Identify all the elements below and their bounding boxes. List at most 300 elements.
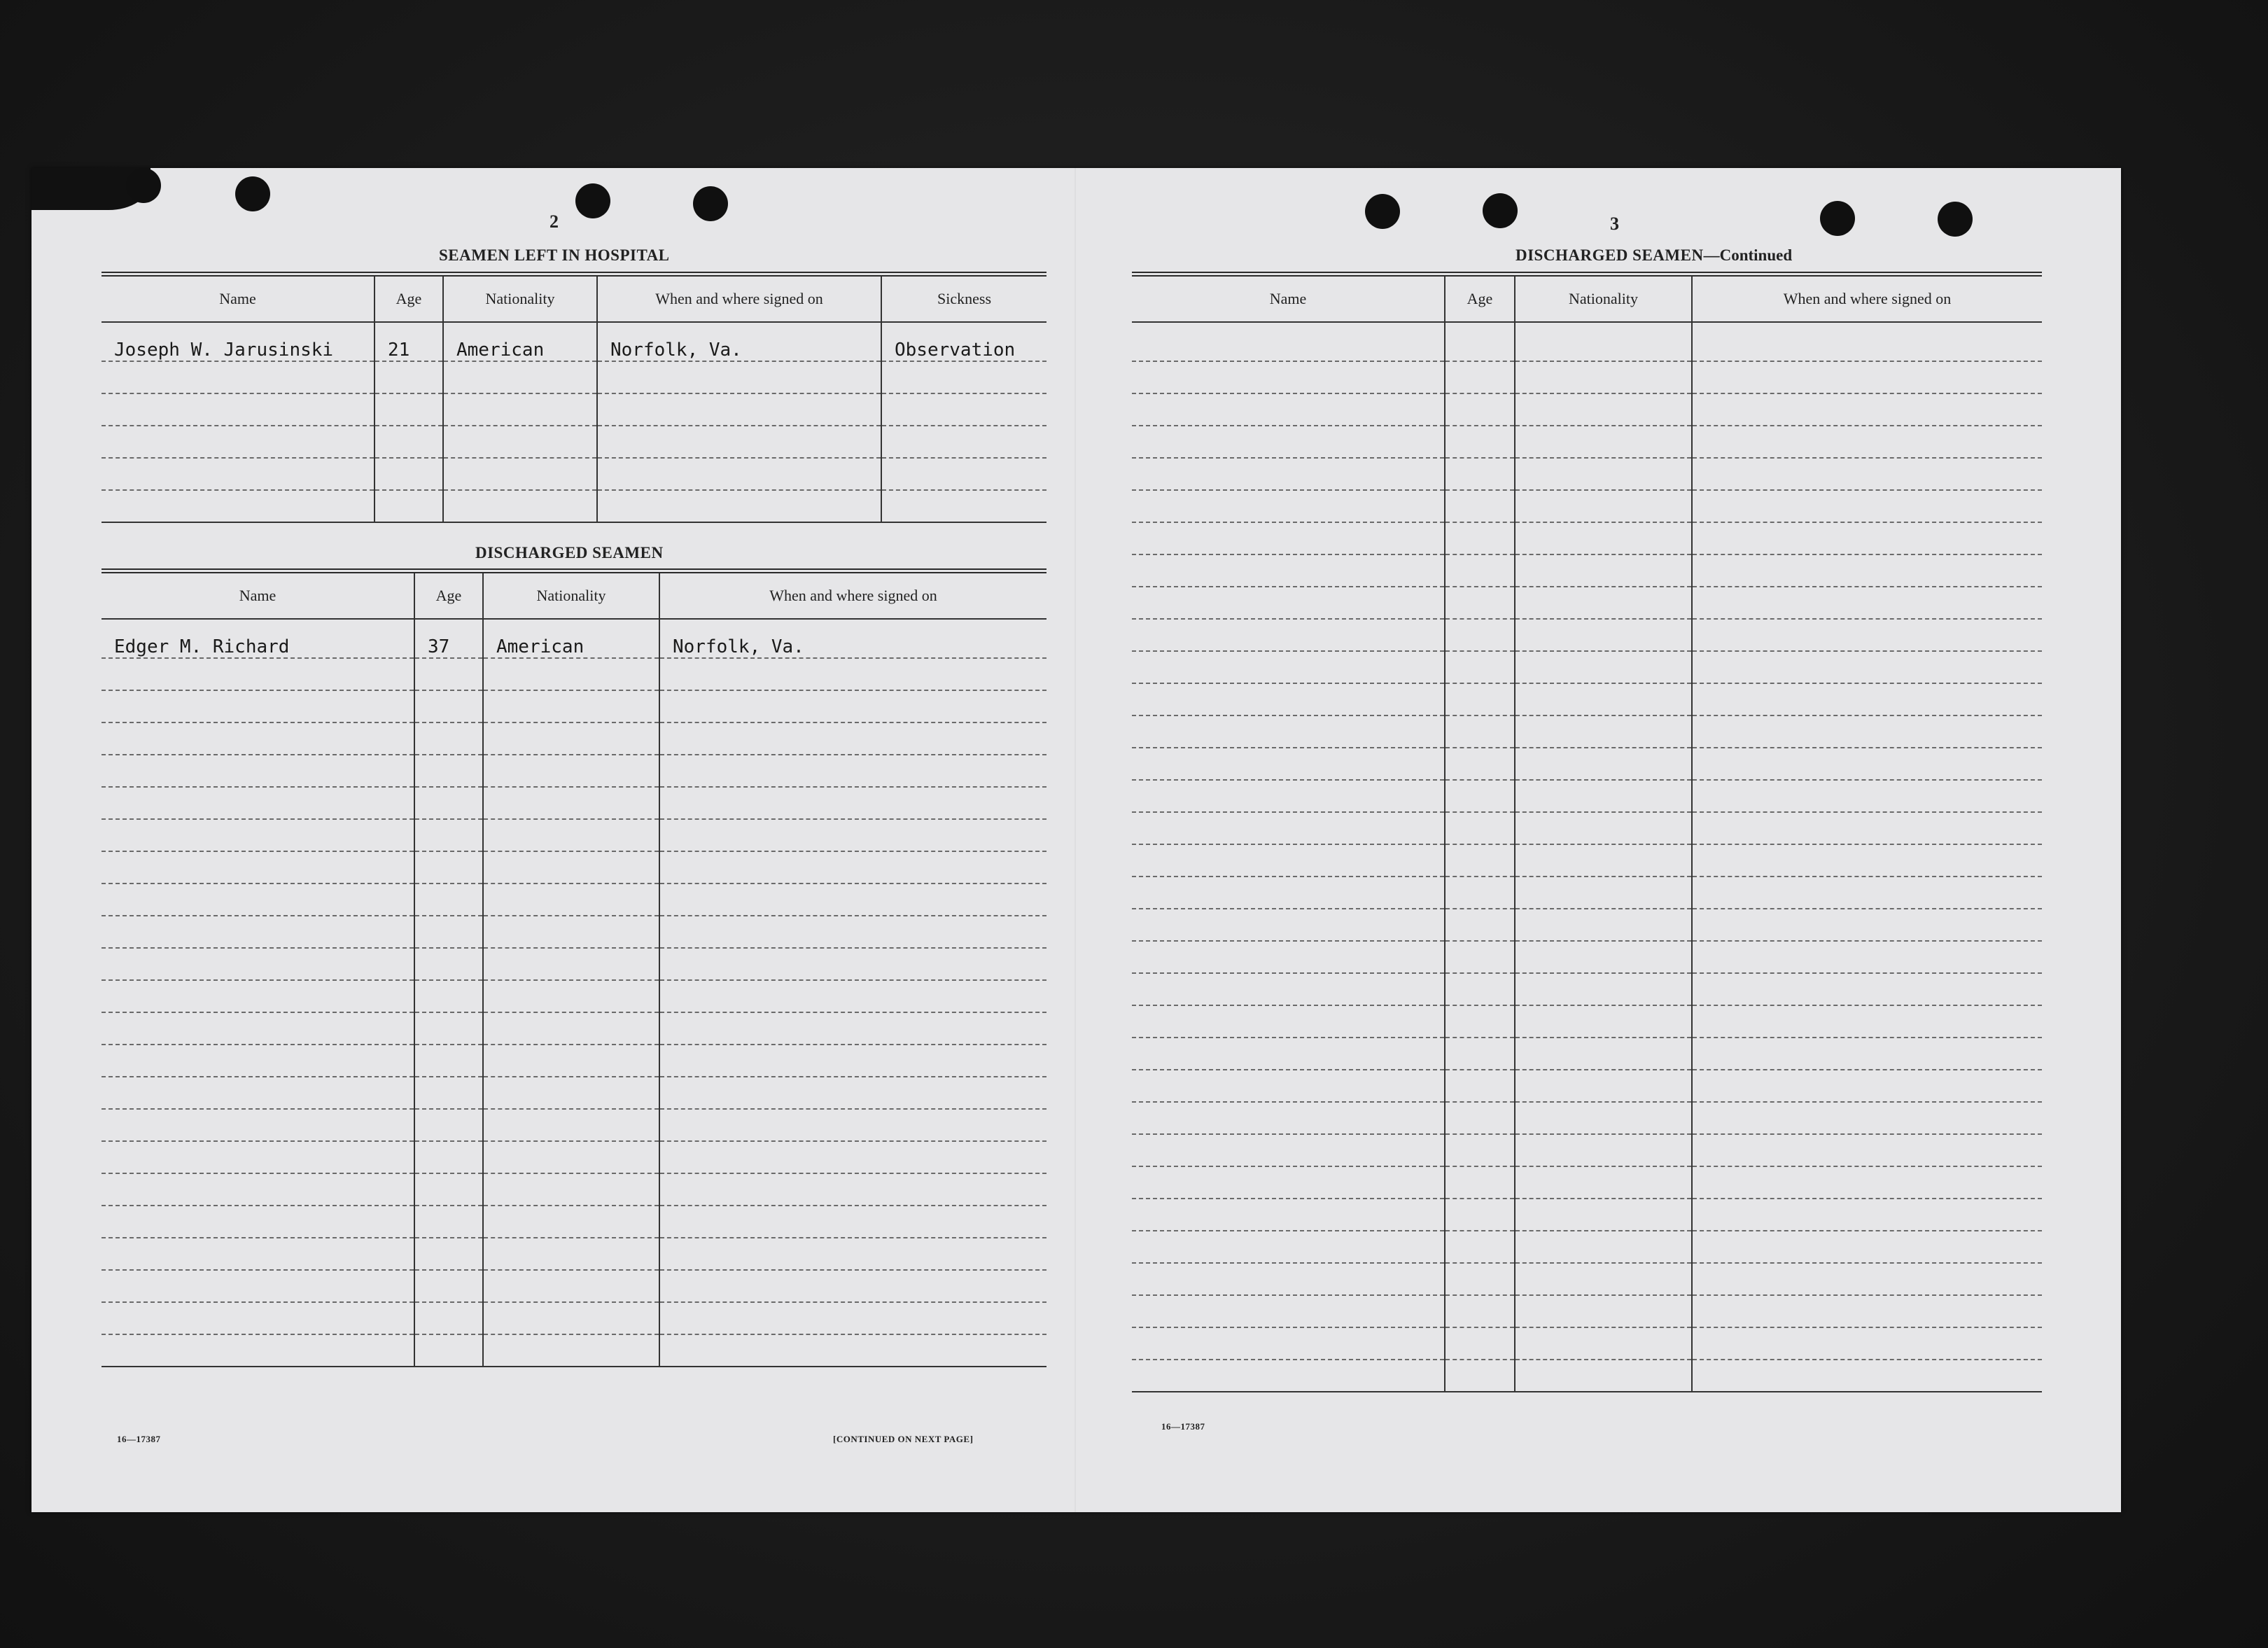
table-cell xyxy=(1515,554,1692,587)
table-row xyxy=(102,916,1046,948)
table-cell xyxy=(102,1045,414,1077)
table-cell xyxy=(443,426,597,458)
table-cell xyxy=(1132,909,1445,941)
table-cell xyxy=(1132,780,1445,812)
table-row xyxy=(1132,909,2042,941)
table-cell xyxy=(414,755,483,787)
table-cell xyxy=(1692,651,2042,683)
table-cell xyxy=(1515,1038,1692,1070)
table-cell xyxy=(1132,1005,1445,1038)
table-row xyxy=(102,393,1046,426)
table-cell xyxy=(483,1141,659,1173)
table-cell xyxy=(881,490,1046,522)
table-cell xyxy=(443,361,597,393)
table-cell xyxy=(659,1270,1046,1302)
section-title-discharged-continued xyxy=(1516,246,1792,265)
table-cell xyxy=(1132,651,1445,683)
table-cell xyxy=(597,490,881,522)
table-row xyxy=(102,1012,1046,1045)
table-cell xyxy=(1692,619,2042,651)
table-cell xyxy=(881,458,1046,490)
table-cell xyxy=(1515,877,1692,909)
table-cell xyxy=(1515,458,1692,490)
table-row xyxy=(102,1270,1046,1302)
table-row xyxy=(1132,1070,2042,1102)
table-cell xyxy=(1515,1005,1692,1038)
table-cell xyxy=(483,1302,659,1334)
table-cell xyxy=(1515,1166,1692,1199)
table-cell xyxy=(1445,1199,1515,1231)
table-row xyxy=(102,980,1046,1012)
form-number: 16—17387 xyxy=(117,1434,161,1444)
table-cell xyxy=(1132,1360,1445,1392)
table-cell xyxy=(1132,1166,1445,1199)
punch-hole xyxy=(235,176,270,211)
table-cell xyxy=(1692,1070,2042,1102)
table-cell xyxy=(597,426,881,458)
table-cell xyxy=(102,787,414,819)
table-cell xyxy=(1445,651,1515,683)
table-cell xyxy=(102,658,414,690)
table-cell xyxy=(1515,490,1692,522)
table-cell xyxy=(1132,393,1445,426)
table-cell xyxy=(102,1077,414,1109)
table-cell xyxy=(483,658,659,690)
table-cell xyxy=(597,458,881,490)
table-row xyxy=(1132,844,2042,877)
table-cell xyxy=(1132,844,1445,877)
table-row xyxy=(1132,715,2042,748)
table-cell xyxy=(1692,361,2042,393)
section-title-hospital: SEAMEN LEFT IN HOSPITAL xyxy=(439,246,670,264)
table-row xyxy=(1132,322,2042,361)
table-row xyxy=(102,1173,1046,1206)
table-cell xyxy=(1445,587,1515,619)
table-cell xyxy=(414,916,483,948)
punch-hole xyxy=(1365,194,1400,229)
table-cell xyxy=(1445,812,1515,844)
table-row xyxy=(1132,1005,2042,1038)
table-cell xyxy=(1132,1327,1445,1360)
table-cell xyxy=(102,722,414,755)
table-cell xyxy=(1692,1327,2042,1360)
table-cell xyxy=(102,393,374,426)
column-header: When and where signed on xyxy=(1692,274,2042,323)
table-cell xyxy=(1445,490,1515,522)
table-row xyxy=(1132,426,2042,458)
punch-hole xyxy=(126,168,161,203)
table-cell xyxy=(1132,877,1445,909)
table-cell: 37 xyxy=(414,619,483,658)
hospital-table xyxy=(102,272,1046,523)
table-cell xyxy=(102,948,414,980)
table-row xyxy=(1132,1360,2042,1392)
table-cell xyxy=(1132,1070,1445,1102)
table-cell xyxy=(374,458,443,490)
table-cell xyxy=(1692,490,2042,522)
table-cell xyxy=(102,819,414,851)
table-cell xyxy=(1132,1134,1445,1166)
table-cell xyxy=(1445,393,1515,426)
table-cell xyxy=(659,1238,1046,1270)
table-row xyxy=(1132,1231,2042,1263)
left-page xyxy=(31,168,1076,1512)
table-header-row xyxy=(102,274,1046,323)
table-cell xyxy=(1692,683,2042,715)
table-row xyxy=(102,490,1046,522)
table-cell: American xyxy=(483,619,659,658)
table-cell xyxy=(659,1077,1046,1109)
column-header: When and where signed on xyxy=(659,571,1046,620)
table-cell xyxy=(1132,683,1445,715)
table-cell xyxy=(659,658,1046,690)
table-cell xyxy=(1515,619,1692,651)
table-cell: American xyxy=(443,322,597,361)
table-cell xyxy=(1515,683,1692,715)
table-cell xyxy=(1445,748,1515,780)
table-cell: Edger M. Richard xyxy=(102,619,414,658)
section-title-discharged: DISCHARGED SEAMEN xyxy=(475,544,664,561)
table-row xyxy=(1132,1199,2042,1231)
table-cell xyxy=(1515,1295,1692,1327)
punch-hole xyxy=(1483,193,1518,228)
table-cell xyxy=(659,948,1046,980)
table-cell xyxy=(102,884,414,916)
table-cell xyxy=(1692,1199,2042,1231)
table-row xyxy=(102,1045,1046,1077)
table-cell xyxy=(483,1238,659,1270)
table-row xyxy=(1132,619,2042,651)
table-row xyxy=(102,426,1046,458)
table-cell: Observation xyxy=(881,322,1046,361)
table-row xyxy=(1132,554,2042,587)
table-cell xyxy=(443,458,597,490)
table-cell xyxy=(1692,1231,2042,1263)
table-cell xyxy=(414,1077,483,1109)
table-cell: Norfolk, Va. xyxy=(659,619,1046,658)
table-cell xyxy=(102,1302,414,1334)
table-cell xyxy=(1132,973,1445,1005)
table-cell xyxy=(483,1012,659,1045)
table-cell xyxy=(483,916,659,948)
table-cell xyxy=(102,490,374,522)
table-cell xyxy=(102,1270,414,1302)
table-row xyxy=(102,1206,1046,1238)
table-cell xyxy=(1515,587,1692,619)
column-header: Age xyxy=(1445,274,1515,323)
table-cell xyxy=(483,1270,659,1302)
table-cell xyxy=(1445,909,1515,941)
table-cell xyxy=(659,690,1046,722)
table-cell xyxy=(1132,361,1445,393)
table-cell xyxy=(1515,1231,1692,1263)
table-cell xyxy=(597,393,881,426)
table-cell xyxy=(659,1302,1046,1334)
punch-hole xyxy=(1820,201,1855,236)
table-cell xyxy=(1132,748,1445,780)
table-cell xyxy=(1515,909,1692,941)
table-cell xyxy=(1515,812,1692,844)
table-cell xyxy=(102,1109,414,1141)
table-cell xyxy=(414,1109,483,1141)
table-cell xyxy=(1692,941,2042,973)
table-row xyxy=(102,658,1046,690)
table-cell xyxy=(659,1173,1046,1206)
table-cell xyxy=(1692,322,2042,361)
continued-note: [CONTINUED ON NEXT PAGE] xyxy=(833,1434,974,1444)
form-number: 16—17387 xyxy=(1161,1421,1205,1432)
table-cell xyxy=(374,393,443,426)
table-cell xyxy=(1132,1038,1445,1070)
table-cell xyxy=(659,980,1046,1012)
table-row xyxy=(1132,1166,2042,1199)
table-cell xyxy=(659,884,1046,916)
table-cell xyxy=(414,1206,483,1238)
table-cell xyxy=(1515,426,1692,458)
punch-hole xyxy=(575,183,610,218)
table-row xyxy=(102,755,1046,787)
table-cell xyxy=(414,851,483,884)
table-cell xyxy=(1132,1263,1445,1295)
table-cell xyxy=(1132,812,1445,844)
table-cell xyxy=(414,948,483,980)
table-cell xyxy=(1692,554,2042,587)
table-cell xyxy=(1132,1199,1445,1231)
table-cell xyxy=(1445,1038,1515,1070)
table-cell xyxy=(1445,1360,1515,1392)
table-cell xyxy=(1692,780,2042,812)
table-cell xyxy=(1515,1360,1692,1392)
column-header: Nationality xyxy=(1515,274,1692,323)
table-cell xyxy=(414,1173,483,1206)
table-row xyxy=(1132,522,2042,554)
table-cell xyxy=(597,361,881,393)
table-header-row xyxy=(102,571,1046,620)
table-cell xyxy=(102,361,374,393)
table-row xyxy=(102,361,1046,393)
table-cell xyxy=(414,658,483,690)
table-cell xyxy=(1515,844,1692,877)
table-cell xyxy=(659,755,1046,787)
discharged-continued-table xyxy=(1132,272,2042,1392)
column-header: Name xyxy=(1132,274,1445,323)
table-row xyxy=(1132,393,2042,426)
table-cell xyxy=(1692,1102,2042,1134)
table-cell xyxy=(414,722,483,755)
table-cell xyxy=(374,490,443,522)
table-cell xyxy=(1445,1327,1515,1360)
table-row xyxy=(102,819,1046,851)
table-cell xyxy=(102,690,414,722)
column-header: Age xyxy=(414,571,483,620)
table-cell xyxy=(881,393,1046,426)
table-cell xyxy=(102,851,414,884)
table-cell xyxy=(102,1173,414,1206)
table-cell xyxy=(1445,1134,1515,1166)
table-cell xyxy=(1515,393,1692,426)
page-number: 3 xyxy=(1610,214,1620,234)
table-cell: 21 xyxy=(374,322,443,361)
table-cell xyxy=(1445,361,1515,393)
table-cell xyxy=(414,1302,483,1334)
table-cell xyxy=(1515,1327,1692,1360)
table-cell xyxy=(1132,322,1445,361)
table-cell xyxy=(102,1012,414,1045)
table-cell xyxy=(1445,780,1515,812)
table-cell xyxy=(1445,1231,1515,1263)
table-row xyxy=(1132,1038,2042,1070)
table-row xyxy=(1132,458,2042,490)
table-cell xyxy=(1692,1360,2042,1392)
table-cell xyxy=(1515,651,1692,683)
table-cell xyxy=(1515,1199,1692,1231)
table-cell xyxy=(1445,1295,1515,1327)
punch-hole xyxy=(693,186,728,221)
table-cell xyxy=(1692,877,2042,909)
table-cell xyxy=(1445,877,1515,909)
table-cell xyxy=(1515,780,1692,812)
table-cell xyxy=(1445,844,1515,877)
table-cell xyxy=(1445,1005,1515,1038)
table-cell xyxy=(1692,522,2042,554)
document-sheet xyxy=(31,168,2121,1512)
table-row xyxy=(1132,812,2042,844)
column-header: When and where signed on xyxy=(597,274,881,323)
table-cell xyxy=(1515,1134,1692,1166)
table-cell xyxy=(659,851,1046,884)
table-cell xyxy=(374,426,443,458)
table-cell xyxy=(102,1141,414,1173)
table-cell xyxy=(1445,1070,1515,1102)
table-cell xyxy=(414,1334,483,1367)
table-cell xyxy=(659,1334,1046,1367)
table-cell xyxy=(1445,973,1515,1005)
table-row xyxy=(102,1334,1046,1367)
table-row xyxy=(1132,877,2042,909)
table-cell xyxy=(1445,715,1515,748)
table-cell xyxy=(1692,909,2042,941)
column-header: Age xyxy=(374,274,443,323)
table-cell xyxy=(483,884,659,916)
table-cell xyxy=(1132,458,1445,490)
table-cell xyxy=(1132,715,1445,748)
section-title-suffix: —Continued xyxy=(1703,246,1793,264)
table-cell xyxy=(483,1077,659,1109)
column-header: Name xyxy=(102,274,374,323)
table-cell xyxy=(483,1045,659,1077)
table-row xyxy=(1132,748,2042,780)
table-cell xyxy=(1692,1166,2042,1199)
table-row xyxy=(102,851,1046,884)
table-cell xyxy=(483,755,659,787)
table-row xyxy=(1132,1263,2042,1295)
table-cell xyxy=(659,819,1046,851)
table-cell xyxy=(483,722,659,755)
table-row xyxy=(102,884,1046,916)
table-cell xyxy=(483,851,659,884)
table-cell xyxy=(1692,426,2042,458)
table-cell xyxy=(1515,1263,1692,1295)
table-cell xyxy=(1692,458,2042,490)
table-cell xyxy=(414,690,483,722)
table-cell xyxy=(1692,715,2042,748)
table-row xyxy=(1132,941,2042,973)
table-cell xyxy=(483,948,659,980)
table-cell xyxy=(414,1045,483,1077)
table-cell xyxy=(1445,683,1515,715)
table-cell xyxy=(881,426,1046,458)
table-cell xyxy=(102,1206,414,1238)
table-cell xyxy=(1515,1102,1692,1134)
table-cell xyxy=(1692,393,2042,426)
table-row xyxy=(1132,587,2042,619)
table-cell xyxy=(414,819,483,851)
table-cell xyxy=(1445,322,1515,361)
table-cell xyxy=(102,1334,414,1367)
table-cell xyxy=(483,690,659,722)
table-cell xyxy=(483,1173,659,1206)
table-cell xyxy=(443,393,597,426)
table-cell xyxy=(659,1206,1046,1238)
table-cell xyxy=(1445,619,1515,651)
table-cell xyxy=(1132,554,1445,587)
column-header: Name xyxy=(102,571,414,620)
table-row xyxy=(102,1141,1046,1173)
table-cell xyxy=(414,787,483,819)
table-row xyxy=(102,1109,1046,1141)
table-cell xyxy=(414,1270,483,1302)
table-cell xyxy=(483,787,659,819)
table-cell xyxy=(659,787,1046,819)
table-row xyxy=(102,619,1046,658)
table-cell xyxy=(483,1334,659,1367)
table-row xyxy=(102,1077,1046,1109)
table-cell xyxy=(1132,941,1445,973)
table-cell xyxy=(1515,973,1692,1005)
table-cell xyxy=(483,980,659,1012)
column-header: Nationality xyxy=(443,274,597,323)
table-cell xyxy=(1445,1263,1515,1295)
table-cell xyxy=(1445,1102,1515,1134)
table-cell xyxy=(414,1141,483,1173)
section-title-text: DISCHARGED SEAMEN xyxy=(1516,246,1704,264)
table-cell xyxy=(102,755,414,787)
table-row xyxy=(1132,1102,2042,1134)
table-cell xyxy=(1692,1263,2042,1295)
table-cell xyxy=(102,916,414,948)
table-cell xyxy=(1132,522,1445,554)
column-header: Nationality xyxy=(483,571,659,620)
table-cell xyxy=(659,722,1046,755)
table-cell: Joseph W. Jarusinski xyxy=(102,322,374,361)
table-cell xyxy=(443,490,597,522)
table-cell xyxy=(1692,1038,2042,1070)
table-cell xyxy=(1132,426,1445,458)
table-cell xyxy=(1692,1134,2042,1166)
punch-hole xyxy=(1938,202,1973,237)
table-row xyxy=(102,787,1046,819)
table-cell: Norfolk, Va. xyxy=(597,322,881,361)
table-cell xyxy=(1132,1295,1445,1327)
table-cell xyxy=(102,1238,414,1270)
table-cell xyxy=(1515,361,1692,393)
table-row xyxy=(1132,973,2042,1005)
table-row xyxy=(102,458,1046,490)
column-header: Sickness xyxy=(881,274,1046,323)
table-cell xyxy=(483,819,659,851)
table-cell xyxy=(659,1045,1046,1077)
table-row xyxy=(1132,780,2042,812)
